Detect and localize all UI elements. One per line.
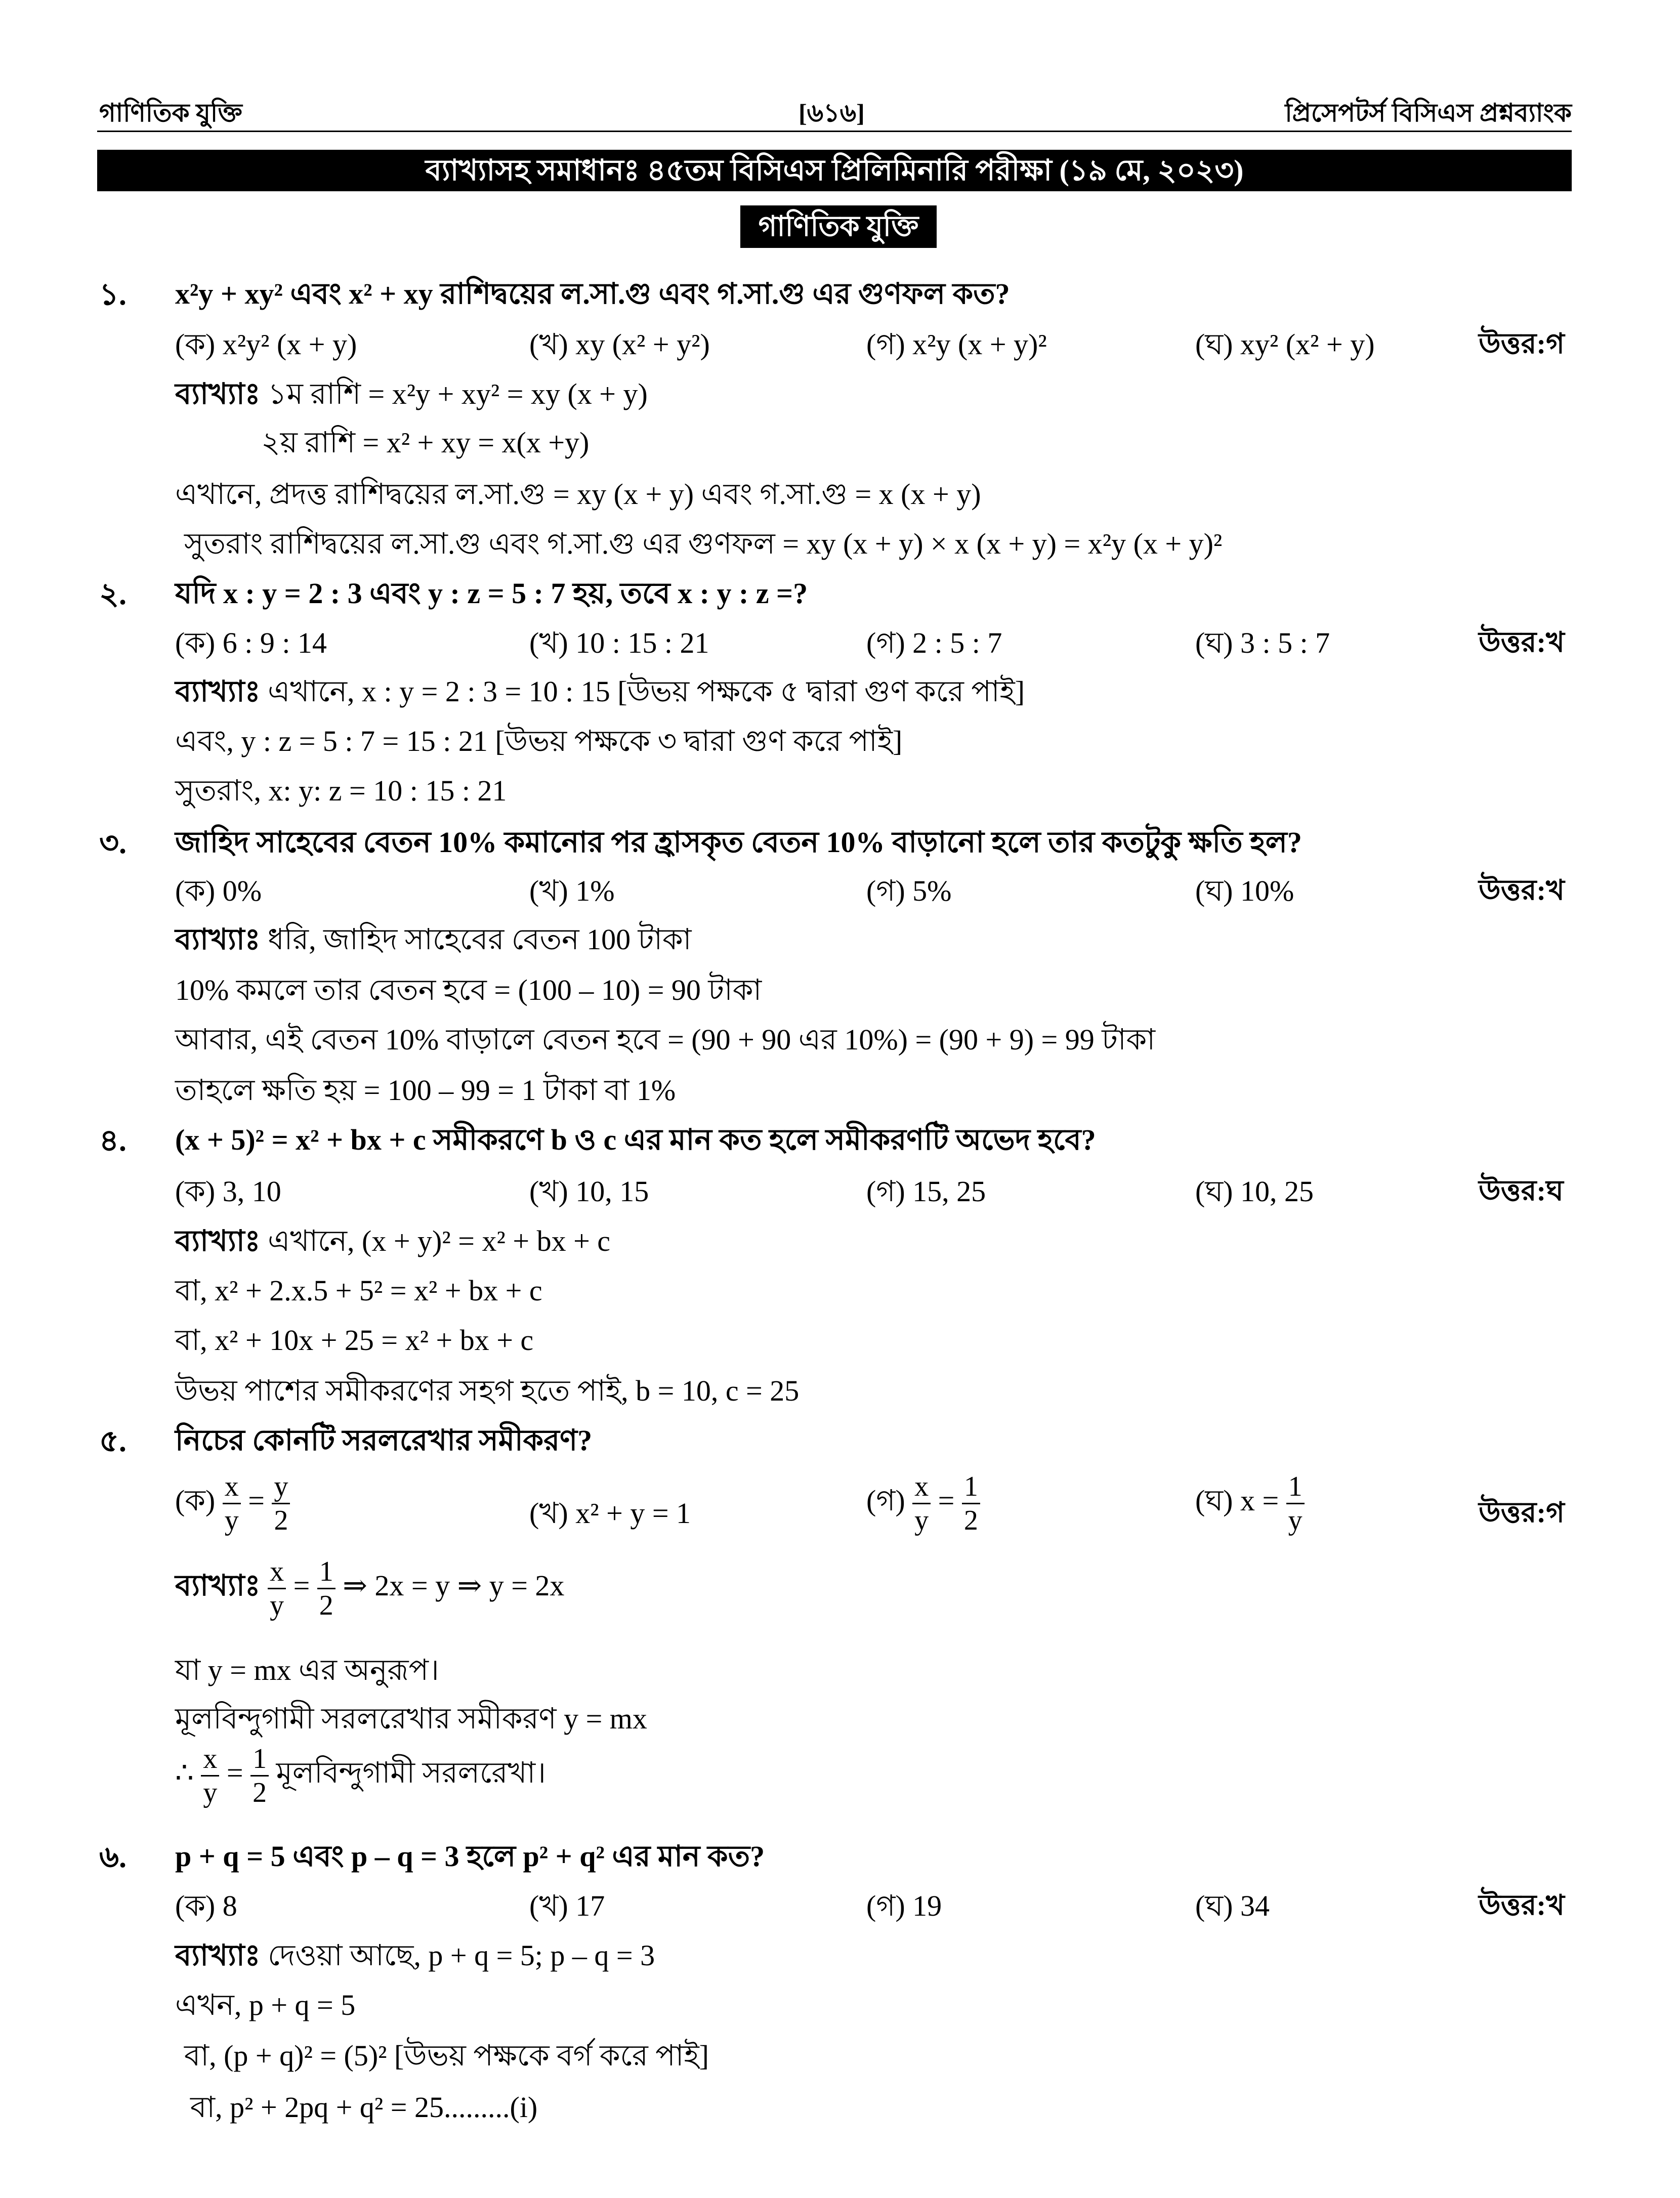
numerator: 1 (1286, 1470, 1305, 1504)
q3-explain-4: তাহলে ক্ষতি হয় = 100 – 99 = 1 টাকা বা 1% (175, 1074, 676, 1107)
q3-option-kha: (খ) 1% (529, 874, 615, 907)
numerator: 1 (317, 1555, 335, 1589)
q2-number: ২. (99, 577, 127, 611)
q1-explain-4: সুতরাং রাশিদ্বয়ের ল.সা.গু এবং গ.সা.গু এর গুণফল = xy (x + y) × x (x + y) = x²y (x + y)² (184, 527, 1223, 560)
q3-explain-3: আবার, এই বেতন 10% বাড়ালে বেতন হবে = (90 + 90 এর 10%) = (90 + 9) = 99 টাকা (175, 1023, 1156, 1056)
option-label: (ঘ) x = (1195, 1484, 1279, 1517)
numerator: 1 (962, 1470, 980, 1504)
q4-option-gha: (ঘ) 10, 25 (1195, 1175, 1314, 1208)
fraction (272, 1470, 290, 1537)
q1-option-gha: (ঘ) xy² (x² + y) (1195, 328, 1375, 361)
explain-text: ১ম রাশি = x²y + xy² = xy (x + y) (268, 377, 648, 410)
explain-text: এখানে, x : y = 2 : 3 = 10 : 15 [উভয় পক্ষকে ৫ দ্বারা গুণ করে পাই] (268, 675, 1025, 708)
q6-number: ৬. (99, 1840, 127, 1874)
option-label: (ক) (175, 1484, 216, 1517)
q3-option-gha: (ঘ) 10% (1195, 874, 1294, 907)
q4-option-ga: (গ) 15, 25 (866, 1175, 986, 1208)
fraction (268, 1555, 286, 1622)
explain-label: ব্যাখ্যাঃ (175, 377, 261, 410)
denominator: y (224, 1505, 239, 1536)
q6-question: p + q = 5 এবং p – q = 3 হলে p² + q² এর মান কত? (175, 1840, 765, 1873)
section-title: গাণিতিক যুক্তি (740, 205, 937, 248)
q6-explain-3: বা, (p + q)² = (5)² [উভয় পক্ষকে বর্গ করে পাই] (184, 2039, 709, 2072)
q6-option-gha: (ঘ) 34 (1195, 1889, 1270, 1922)
numerator: x (268, 1555, 286, 1589)
q6-explain-4: বা, p² + 2pq + q² = 25.........(i) (190, 2091, 538, 2124)
q4-question: (x + 5)² = x² + bx + c সমীকরণে b ও c এর মান কত হলে সমীকরণটি অভেদ হবে? (175, 1123, 1096, 1156)
q2-answer: উত্তর:খ (1479, 627, 1565, 658)
q1-option-ga: (গ) x²y (x + y)² (866, 328, 1047, 361)
q1-option-kha: (খ) xy (x² + y²) (529, 328, 710, 361)
q5-answer: উত্তর:গ (1479, 1497, 1565, 1529)
q5-explain-2: যা y = mx এর অনুরূপ। (175, 1654, 439, 1686)
fraction (1286, 1470, 1305, 1537)
q4-explain-4: উভয় পাশের সমীকরণের সহগ হতে পাই, b = 10, c = 25 (175, 1374, 800, 1407)
explain-text: ধরি, জাহিদ সাহেবের বেতন 100 টাকা (268, 923, 692, 956)
q4-option-ka: (ক) 3, 10 (175, 1175, 281, 1208)
header-left: গাণিতিক যুক্তি (99, 99, 242, 127)
q1-question: x²y + xy² এবং x² + xy রাশিদ্বয়ের ল.সা.গু এবং গ.সা.গু এর গুণফল কত? (175, 277, 1010, 310)
explain-text: এখানে, (x + y)² = x² + bx + c (268, 1224, 611, 1257)
q6-answer: উত্তর:খ (1479, 1890, 1565, 1921)
q3-explain-2: 10% কমলে তার বেতন হবে = (100 – 10) = 90 টাকা (175, 974, 762, 1006)
q4-explain-3: বা, x² + 10x + 25 = x² + bx + c (175, 1324, 534, 1357)
numerator: x (201, 1743, 219, 1777)
q6-option-kha: (খ) 17 (529, 1889, 605, 1922)
denominator: y (270, 1590, 284, 1621)
fraction (223, 1470, 241, 1537)
denominator: y (1288, 1505, 1303, 1536)
q2-option-gha: (ঘ) 3 : 5 : 7 (1195, 626, 1330, 659)
q2-explain-2: এবং, y : z = 5 : 7 = 15 : 21 [উভয় পক্ষকে ৩ দ্বারা গুণ করে পাই] (175, 725, 903, 757)
q4-explain-1 (175, 1218, 610, 1267)
q5-option-gha (1195, 1470, 1305, 1537)
fraction (250, 1743, 269, 1809)
explain-step: ⇒ 2x = y ⇒ y = 2x (343, 1569, 565, 1602)
denominator: y (203, 1777, 218, 1808)
q1-answer: উত্তর:গ (1479, 328, 1565, 360)
fraction (317, 1555, 335, 1622)
q1-explain-3: এখানে, প্রদত্ত রাশিদ্বয়ের ল.সা.গু = xy (x + y) এবং গ.সা.গু = x (x + y) (175, 478, 981, 511)
q5-question: নিচের কোনটি সরলরেখার সমীকরণ? (175, 1424, 593, 1457)
q2-explain-3: সুতরাং, x: y: z = 10 : 15 : 21 (175, 774, 507, 807)
q6-explain-1 (175, 1933, 655, 1982)
q5-option-ka: (ক) $\frac{x}{y}$ = $\frac{y}{2}$ (175, 1470, 290, 1537)
explain-label: ব্যাখ্যাঃ (175, 1569, 261, 1602)
header-right: প্রিসেপটর্স বিসিএস প্রশ্নব্যাংক (1285, 99, 1572, 127)
q6-explain-2: এখন, p + q = 5 (175, 1989, 356, 2021)
numerator: x (912, 1470, 931, 1504)
q1-explain-2: ২য় রাশি = x² + xy = x(x +y) (261, 426, 590, 459)
q5-conclusion: ∴ $\frac{x}{y}$ = $\frac{1}{2}$ মূলবিন্দুগামী সরলরেখা। (175, 1743, 546, 1808)
q3-answer: উত্তর:খ (1479, 875, 1565, 906)
denominator: 2 (963, 1505, 978, 1536)
denominator: y (914, 1505, 929, 1536)
q4-explain-2: বা, x² + 2.x.5 + 5² = x² + bx + c (175, 1274, 542, 1307)
q2-explain-1 (175, 669, 1025, 718)
q1-option-ka: (ক) x²y² (x + y) (175, 328, 357, 361)
q6-option-ka: (ক) 8 (175, 1889, 237, 1922)
q2-option-kha: (খ) 10 : 15 : 21 (529, 626, 709, 659)
therefore-symbol: ∴ (175, 1756, 194, 1789)
header-rule (97, 131, 1572, 132)
numerator: x (223, 1470, 241, 1504)
q2-question: যদি x : y = 2 : 3 এবং y : z = 5 : 7 হয়, তবে x : y : z =? (175, 577, 808, 610)
q1-explain-1 (175, 371, 648, 420)
explain-label: ব্যাখ্যাঃ (175, 675, 261, 708)
explain-label: ব্যাখ্যাঃ (175, 1224, 261, 1257)
q2-option-ga: (গ) 2 : 5 : 7 (866, 626, 1002, 659)
q3-number: ৩. (99, 826, 127, 860)
fraction (912, 1470, 931, 1537)
q4-number: ৪. (99, 1124, 127, 1157)
q3-option-ka: (ক) 0% (175, 874, 262, 907)
q1-number: ১. (99, 278, 127, 311)
denominator: 2 (319, 1590, 333, 1621)
q5-number: ৫. (99, 1424, 127, 1458)
explain-label: ব্যাখ্যাঃ (175, 923, 261, 956)
conclusion-text: মূলবিন্দুগামী সরলরেখা। (276, 1756, 546, 1789)
q3-explain-1 (175, 917, 692, 966)
q5-option-ga: (গ) $\frac{x}{y}$ = $\frac{1}{2}$ (866, 1470, 980, 1537)
denominator: 2 (274, 1505, 288, 1536)
q3-option-ga: (গ) 5% (866, 874, 952, 907)
q4-answer: উত্তর:ঘ (1479, 1175, 1564, 1207)
q5-option-kha: (খ) x² + y = 1 (529, 1497, 691, 1530)
explain-text: দেওয়া আছে, p + q = 5; p – q = 3 (268, 1939, 655, 1972)
q5-explain-3: মূলবিন্দুগামী সরলরেখার সমীকরণ y = mx (175, 1702, 647, 1735)
page-number: [৬১৬] (799, 99, 865, 127)
explain-label: ব্যাখ্যাঃ (175, 1939, 261, 1972)
q6-option-ga: (গ) 19 (866, 1889, 942, 1922)
q5-explain-1: ব্যাখ্যাঃ $\frac{x}{y}$ = $\frac{1}{2}$ ⇒ 2x = y ⇒ y = 2x (175, 1556, 565, 1621)
q2-option-ka: (ক) 6 : 9 : 14 (175, 626, 327, 659)
denominator: 2 (253, 1777, 267, 1808)
q3-question: জাহিদ সাহেবের বেতন 10% কমানোর পর হ্রাসকৃত বেতন 10% বাড়ানো হলে তার কতটুকু ক্ষতি হল? (175, 826, 1302, 859)
option-label: (গ) (866, 1484, 905, 1517)
numerator: 1 (250, 1743, 269, 1777)
numerator: y (272, 1470, 290, 1504)
banner: ব্যাখ্যাসহ সমাধানঃ ৪৫তম বিসিএস প্রিলিমিনারি পরীক্ষা (১৯ মে, ২০২৩) (97, 150, 1572, 191)
fraction (201, 1743, 219, 1809)
q4-option-kha: (খ) 10, 15 (529, 1175, 649, 1208)
fraction (962, 1470, 980, 1537)
